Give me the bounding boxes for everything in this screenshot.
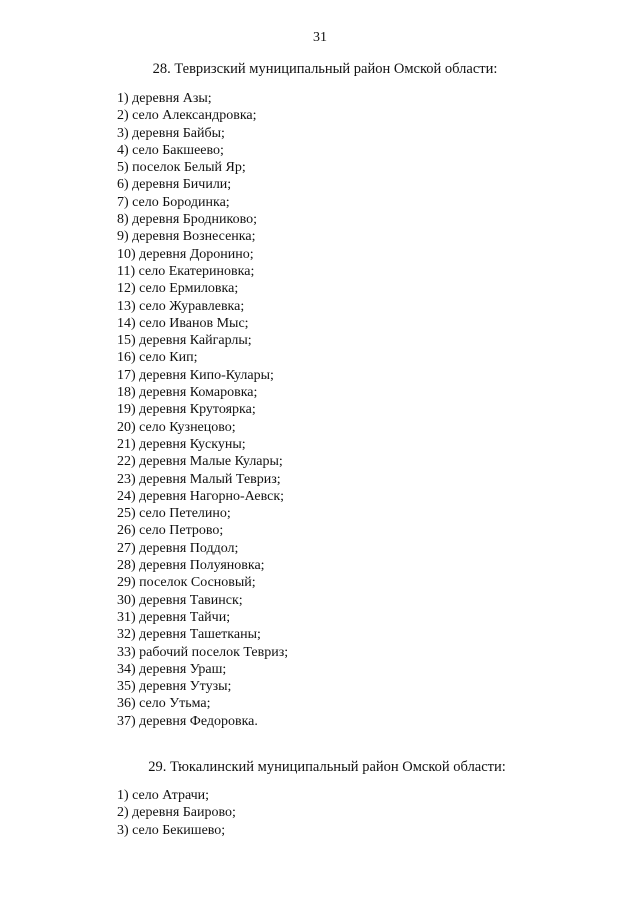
list-item: 37) деревня Федоровка. xyxy=(117,713,258,729)
list-item: 4) село Бакшеево; xyxy=(117,142,224,158)
list-item: 18) деревня Комаровка; xyxy=(117,385,258,401)
list-item: 12) село Ермиловка; xyxy=(117,281,239,297)
list-item: 9) деревня Вознесенка; xyxy=(117,229,256,245)
list-item: 16) село Кип; xyxy=(117,350,198,366)
settlement-list-tevriz xyxy=(117,90,288,730)
list-item: 7) село Бородинка; xyxy=(117,194,230,210)
list-item: 21) деревня Кускуны; xyxy=(117,436,246,452)
list-item: 14) село Иванов Мыс; xyxy=(117,315,249,331)
list-item: 19) деревня Крутоярка; xyxy=(117,402,256,418)
list-item: 27) деревня Поддол; xyxy=(117,540,239,556)
list-item: 33) рабочий поселок Тевриз; xyxy=(117,644,289,660)
list-item: 32) деревня Ташетканы; xyxy=(117,627,261,643)
list-item: 34) деревня Ураш; xyxy=(117,661,227,677)
list-item: 35) деревня Утузы; xyxy=(117,679,232,695)
list-item: 29) поселок Сосновый; xyxy=(117,575,256,591)
list-item: 11) село Екатериновка; xyxy=(117,263,255,279)
list-item: 5) поселок Белый Яр; xyxy=(117,160,246,176)
list-item: 2) деревня Баирово; xyxy=(117,805,236,821)
list-item: 26) село Петрово; xyxy=(117,523,224,539)
list-item: 31) деревня Тайчи; xyxy=(117,609,231,625)
list-item: 23) деревня Малый Тевриз; xyxy=(117,471,281,487)
list-item: 13) село Журавлевка; xyxy=(117,298,245,314)
list-item: 30) деревня Тавинск; xyxy=(117,592,243,608)
list-item: 20) село Кузнецово; xyxy=(117,419,236,435)
list-item: 24) деревня Нагорно-Аевск; xyxy=(117,488,285,504)
list-item: 36) село Утьма; xyxy=(117,696,211,712)
list-item: 8) деревня Бродниково; xyxy=(117,212,257,228)
page-number: 31 xyxy=(313,30,327,45)
list-item: 2) село Александровка; xyxy=(117,108,257,124)
list-item: 6) деревня Бичили; xyxy=(117,177,232,193)
list-item: 28) деревня Полуяновка; xyxy=(117,558,265,574)
list-item: 17) деревня Кипо-Кулары; xyxy=(117,367,274,383)
section-heading-tevriz: 28. Тевризский муниципальный район Омской области: xyxy=(152,61,498,77)
list-item: 3) деревня Байбы; xyxy=(117,125,225,141)
section-heading-tyukalinsk: 29. Тюкалинский муниципальный район Омской области: xyxy=(148,759,506,775)
list-item: 15) деревня Кайгарлы; xyxy=(117,333,252,349)
list-item: 10) деревня Доронино; xyxy=(117,246,254,262)
list-item: 1) село Атрачи; xyxy=(117,788,210,803)
list-item: 3) село Бекишево; xyxy=(117,822,226,838)
list-item: 25) село Петелино; xyxy=(117,506,231,522)
list-item: 22) деревня Малые Кулары; xyxy=(117,454,283,470)
list-item: 1) деревня Азы; xyxy=(117,91,212,106)
settlement-list-tyukalinsk xyxy=(117,787,236,839)
